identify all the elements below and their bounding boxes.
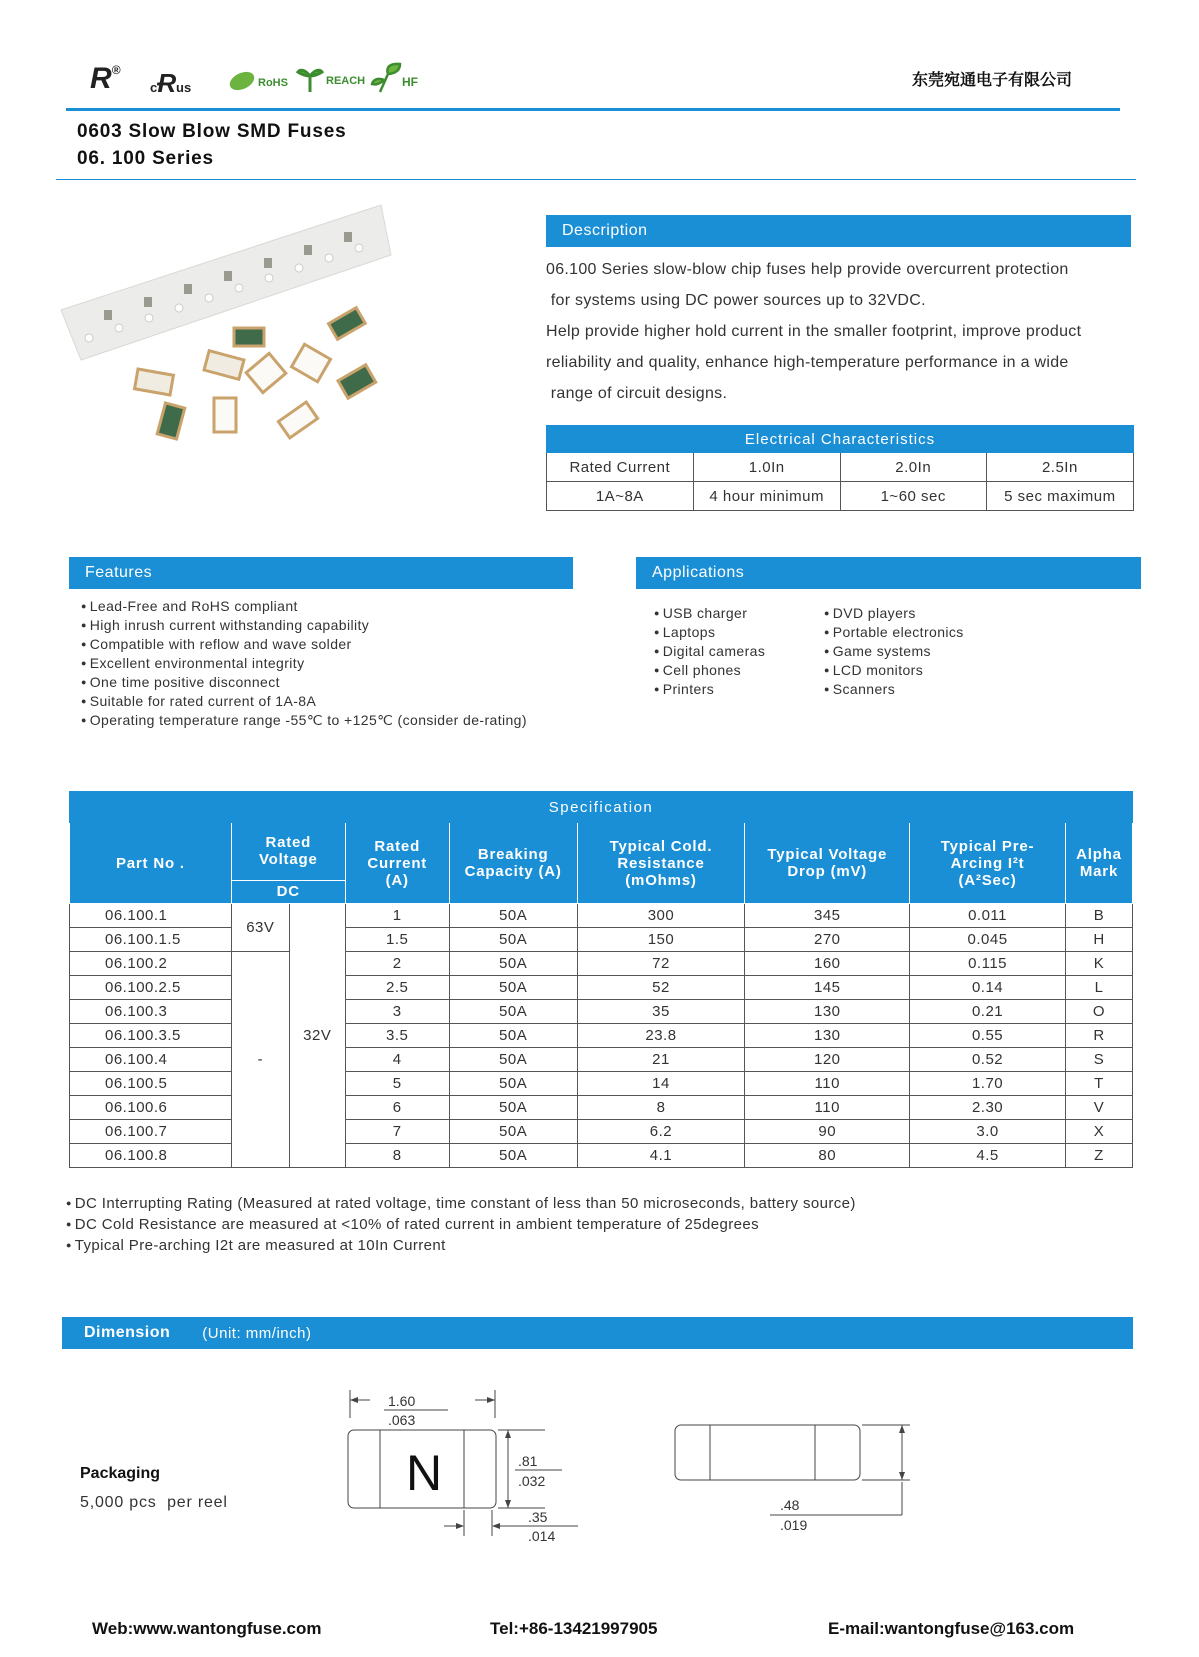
footer-web: Web:www.wantongfuse.com [92,1619,322,1638]
rated-current-cell: 1 [345,904,449,928]
th-rated-current: Rated Current (A) [345,823,449,904]
rated-current-cell: 5 [345,1072,449,1096]
breaking-capacity-cell: 50A [449,928,577,952]
voltage-dash-cell: - [231,952,289,1168]
note-item: ● DC Cold Resistance are measured at <10% of rated current in ambient temperature of 25degrees [66,1214,856,1235]
alpha-mark-cell: H [1065,928,1132,952]
length-in: .063 [388,1412,416,1428]
voltage-drop-cell: 80 [745,1144,910,1168]
breaking-capacity-cell: 50A [449,952,577,976]
th-cold-resistance: Typical Cold. Resistance (mOhms) [577,823,745,904]
rated-current-cell: 1.5 [345,928,449,952]
ec-cell: 1.0In [693,453,840,482]
features-list [81,597,527,730]
pre-arcing-cell: 4.5 [910,1144,1066,1168]
svg-text:REACH: REACH [326,75,366,87]
resistance-cell: 52 [577,976,745,1000]
resistance-cell: 8 [577,1096,745,1120]
ec-cell: 5 sec maximum [986,482,1133,511]
ec-cell: 2.5In [986,453,1133,482]
part-number-cell: 06.100.2 [70,952,232,976]
rated-current-cell: 6 [345,1096,449,1120]
resistance-cell: 150 [577,928,745,952]
application-item: ● Scanners [824,680,964,699]
note-item: ● Typical Pre-arching I2t are measured at 10In Current [66,1235,856,1256]
voltage-drop-cell: 130 [745,1000,910,1024]
breaking-capacity-cell: 50A [449,1024,577,1048]
applications-heading: Applications [636,557,1141,589]
applications-list-2 [824,604,964,699]
part-number-cell: 06.100.3.5 [70,1024,232,1048]
rated-current-cell: 3 [345,1000,449,1024]
terminal-mm: .35 [528,1509,548,1525]
ec-cell: 4 hour minimum [693,482,840,511]
part-number-cell: 06.100.8 [70,1144,232,1168]
resistance-cell: 21 [577,1048,745,1072]
pre-arcing-cell: 1.70 [910,1072,1066,1096]
part-number-cell: 06.100.6 [70,1096,232,1120]
pre-arcing-cell: 3.0 [910,1120,1066,1144]
alpha-mark-cell: T [1065,1072,1132,1096]
th-part-no: Part No . [70,823,232,904]
spec-row [70,1096,1133,1120]
description-line: range of circuit designs. [546,385,728,402]
pre-arcing-cell: 0.045 [910,928,1066,952]
page-title: 0603 Slow Blow SMD Fuses [77,121,347,142]
spec-notes [66,1193,856,1256]
rohs-logo [228,68,298,99]
th-rated-voltage: Rated Voltage [231,823,345,881]
ec-cell: 1A~8A [547,482,694,511]
product-photo [56,200,416,485]
rated-current-cell: 2.5 [345,976,449,1000]
pre-arcing-cell: 2.30 [910,1096,1066,1120]
description-line: Help provide higher hold current in the smaller footprint, improve product [546,323,1082,340]
rated-current-cell: 2 [345,952,449,976]
voltage-drop-cell: 130 [745,1024,910,1048]
feature-item: ● Suitable for rated current of 1A-8A [81,692,527,711]
packaging-label: Packaging [80,1465,161,1482]
feature-item: ● Compatible with reflow and wave solder [81,635,527,654]
voltage-drop-cell: 160 [745,952,910,976]
application-item: ● Laptops [654,623,765,642]
top-view-drawing [340,1378,600,1563]
spec-row [70,952,1133,976]
breaking-capacity-cell: 50A [449,1000,577,1024]
spec-row [70,1000,1133,1024]
terminal-in: .014 [528,1528,556,1544]
th-pre-arcing: Typical Pre-Arcing I²t (A²Sec) [910,823,1066,904]
spec-row [70,1048,1133,1072]
part-number-cell: 06.100.4 [70,1048,232,1072]
resistance-cell: 72 [577,952,745,976]
footer-email: E-mail:wantongfuse@163.com [828,1619,1075,1638]
ec-cell: Rated Current [547,453,694,482]
rated-current-cell: 8 [345,1144,449,1168]
svg-text:HF: HF [402,75,418,89]
voltage-63v-cell: 63V [231,904,289,952]
breaking-capacity-cell: 50A [449,1120,577,1144]
resistance-cell: 6.2 [577,1120,745,1144]
application-item: ● USB charger [654,604,765,623]
resistance-cell: 300 [577,904,745,928]
dimension-unit: (Unit: mm/inch) [202,1324,312,1342]
rated-current-cell: 4 [345,1048,449,1072]
hf-logo [370,60,430,99]
spec-row [70,1144,1133,1168]
resistance-cell: 14 [577,1072,745,1096]
application-item: ● Cell phones [654,661,765,680]
voltage-32v-cell: 32V [289,904,345,1168]
pre-arcing-cell: 0.55 [910,1024,1066,1048]
breaking-capacity-cell: 50A [449,1048,577,1072]
alpha-mark-cell: Z [1065,1144,1132,1168]
alpha-mark-cell: B [1065,904,1132,928]
side-view-drawing [670,1420,930,1555]
pre-arcing-cell: 0.115 [910,952,1066,976]
note-item: ● DC Interrupting Rating (Measured at rated voltage, time constant of less than 50 microseconds, battery source) [66,1193,856,1214]
rated-current-cell: 7 [345,1120,449,1144]
reach-logo [296,62,366,99]
alpha-mark-cell: K [1065,952,1132,976]
ec-cell: 2.0In [840,453,986,482]
alpha-mark-cell: X [1065,1120,1132,1144]
breaking-capacity-cell: 50A [449,1144,577,1168]
header-rule [66,108,1120,111]
description-text [546,254,1136,409]
spec-row [70,928,1133,952]
electrical-heading: Electrical Characteristics [547,426,1134,453]
voltage-drop-cell: 110 [745,1072,910,1096]
voltage-drop-cell: 345 [745,904,910,928]
spec-row [70,1120,1133,1144]
height-mm: .81 [518,1453,538,1469]
packaging-value: 5,000 pcs per reel [80,1494,228,1511]
part-number-cell: 06.100.2.5 [70,976,232,1000]
part-number-cell: 06.100.1.5 [70,928,232,952]
application-item: ● Printers [654,680,765,699]
voltage-drop-cell: 120 [745,1048,910,1072]
description-line: reliability and quality, enhance high-temperature performance in a wide [546,354,1069,371]
series-title: 06. 100 Series [77,148,214,169]
feature-item: ● Operating temperature range -55℃ to +125℃ (consider de-rating) [81,711,527,730]
th-breaking-capacity: Breaking Capacity (A) [449,823,577,904]
applications-list-1 [654,604,765,699]
specification-table [69,791,1133,1168]
alpha-mark-cell: O [1065,1000,1132,1024]
alpha-mark-cell: V [1065,1096,1132,1120]
pre-arcing-cell: 0.011 [910,904,1066,928]
application-item: ● DVD players [824,604,964,623]
feature-item: ● Excellent environmental integrity [81,654,527,673]
application-item: ● Game systems [824,642,964,661]
spec-heading: Specification [70,792,1133,823]
resistance-cell: 4.1 [577,1144,745,1168]
alpha-mark-cell: L [1065,976,1132,1000]
th-alpha-mark: Alpha Mark [1065,823,1132,904]
spec-row [70,904,1133,928]
part-number-cell: 06.100.1 [70,904,232,928]
ec-cell: 1~60 sec [840,482,986,511]
description-heading: Description [546,215,1131,247]
voltage-drop-cell: 270 [745,928,910,952]
pre-arcing-cell: 0.52 [910,1048,1066,1072]
application-item: ● LCD monitors [824,661,964,680]
breaking-capacity-cell: 50A [449,1072,577,1096]
side-mm: .48 [780,1497,800,1513]
features-heading: Features [69,557,573,589]
description-line: for systems using DC power sources up to 32VDC. [546,292,926,309]
voltage-drop-cell: 145 [745,976,910,1000]
title-rule [56,179,1136,180]
breaking-capacity-cell: 50A [449,976,577,1000]
application-item: ● Digital cameras [654,642,765,661]
th-dc: DC [231,880,345,903]
part-number-cell: 06.100.7 [70,1120,232,1144]
alpha-mark-n: N [406,1445,443,1501]
spec-row [70,1072,1133,1096]
resistance-cell: 23.8 [577,1024,745,1048]
alpha-mark-cell: R [1065,1024,1132,1048]
feature-item: ● Lead-Free and RoHS compliant [81,597,527,616]
pre-arcing-cell: 0.14 [910,976,1066,1000]
svg-text:RoHS: RoHS [258,77,288,89]
breaking-capacity-cell: 50A [449,904,577,928]
feature-item: ● One time positive disconnect [81,673,527,692]
height-in: .032 [518,1473,546,1489]
company-name: 东莞宛通电子有限公司 [912,72,1073,89]
feature-item: ● High inrush current withstanding capability [81,616,527,635]
part-number-cell: 06.100.5 [70,1072,232,1096]
side-in: .019 [780,1517,808,1533]
pre-arcing-cell: 0.21 [910,1000,1066,1024]
th-voltage-drop: Typical Voltage Drop (mV) [745,823,910,904]
electrical-characteristics-table [546,425,1134,511]
culus-logo: cɌus [150,68,192,98]
resistance-cell: 35 [577,1000,745,1024]
footer-tel: Tel:+86-13421997905 [490,1619,658,1638]
description-line: 06.100 Series slow-blow chip fuses help provide overcurrent protection [546,261,1069,278]
spec-row [70,1024,1133,1048]
voltage-drop-cell: 110 [745,1096,910,1120]
dimension-title: Dimension [84,1324,171,1341]
part-number-cell: 06.100.3 [70,1000,232,1024]
alpha-mark-cell: S [1065,1048,1132,1072]
breaking-capacity-cell: 50A [449,1096,577,1120]
ul-logo: R® [90,62,121,95]
rated-current-cell: 3.5 [345,1024,449,1048]
voltage-drop-cell: 90 [745,1120,910,1144]
spec-row [70,976,1133,1000]
application-item: ● Portable electronics [824,623,964,642]
dimension-heading [62,1317,1133,1349]
length-mm: 1.60 [388,1393,416,1409]
